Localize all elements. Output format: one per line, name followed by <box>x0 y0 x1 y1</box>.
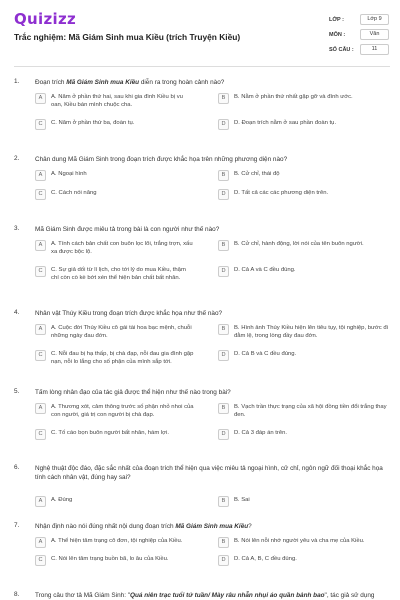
question-emphasis: Mã Giám Sinh mua Kiều <box>66 79 140 86</box>
option-letter-box: B <box>218 170 229 181</box>
worksheet-header <box>0 0 400 62</box>
question-text-part: ? <box>248 523 252 530</box>
answer-option[interactable] <box>35 119 194 130</box>
meta-label: MÔN : <box>329 31 346 38</box>
option-letter-box: C <box>35 350 46 361</box>
answer-option[interactable] <box>218 324 389 340</box>
option-letter-box: D <box>218 266 229 277</box>
option-letter-box: B <box>218 240 229 251</box>
meta-subject <box>329 27 389 42</box>
answer-option[interactable] <box>218 189 389 200</box>
answer-option[interactable] <box>35 266 194 282</box>
meta-count <box>329 42 389 57</box>
option-text: B. Hình ảnh Thúy Kiều hiện lên tiêu tụy, tội nghiệp, bước đi đằm lệ, trong lòng đầy đau đớn. <box>234 325 388 340</box>
question-text <box>35 464 388 482</box>
quiz-title: Trắc nghiệm: Mã Giám Sinh mua Kiều (trích Truyện Kiều) <box>14 32 241 42</box>
meta-value: 11 <box>360 44 389 55</box>
question-item <box>0 591 400 600</box>
question-item <box>0 388 400 437</box>
option-text: B. Sai <box>234 497 250 503</box>
option-text: D. Cả A và C đều đúng. <box>234 267 296 273</box>
option-letter-box: A <box>35 324 46 335</box>
question-text <box>35 591 388 600</box>
option-text: C. Nói lên tâm trạng buồn bã, lo âu của Kiều. <box>51 556 169 562</box>
meta-panel <box>329 12 389 57</box>
question-item <box>0 225 400 282</box>
option-letter-box: C <box>35 119 46 130</box>
option-text: D. Cả A, B, C đều đúng. <box>234 556 297 562</box>
question-emphasis: Quá niên trạc tuổi tứ tuần/ Mày râu nhẵn nhụi áo quần bảnh bao <box>130 592 325 599</box>
question-text-part: ", tác giả sử dụng <box>324 592 375 599</box>
option-letter-box: B <box>218 93 229 104</box>
question-text-part: Tấm lòng nhân đạo của tác giả được thể hiện như thế nào trong bài? <box>35 389 231 396</box>
option-text: A. Thể hiện tâm trạng cô đơn, tội nghiệp của Kiều. <box>51 538 183 544</box>
option-letter-box: D <box>218 119 229 130</box>
option-text: C. Cách nói năng <box>51 190 97 196</box>
question-text <box>35 388 388 398</box>
question-text-part: Đoạn trích <box>35 79 67 86</box>
option-text: A. Tính cách bản chất con buôn lọc lõi, trắng trợn, xấu xa được bộc lộ. <box>51 241 193 256</box>
question-item <box>0 309 400 366</box>
option-text: C. Năm ở phần thứ ba, đoàn tụ. <box>51 120 135 126</box>
option-letter-box: A <box>35 170 46 181</box>
question-number: 5. <box>14 388 20 395</box>
option-text: C. Tố cáo bọn buôn người bất nhân, hám lợi. <box>51 430 169 436</box>
option-letter-box: A <box>35 537 46 548</box>
answer-option[interactable] <box>218 170 389 181</box>
option-letter-box: C <box>35 266 46 277</box>
question-number: 8. <box>14 591 20 598</box>
quizizz-logo: Quizizz <box>14 10 77 28</box>
option-letter-box: A <box>35 240 46 251</box>
option-letter-box: B <box>218 537 229 548</box>
question-number: 2. <box>14 155 20 162</box>
option-text: D. Cả 3 đáp án trên. <box>234 430 288 436</box>
option-text: B. Cử chỉ, hành động, lời nói của tên buôn người. <box>234 241 364 247</box>
answer-option[interactable] <box>35 170 194 181</box>
question-text-part: Chân dung Mã Giám Sinh trong đoạn trích được khắc họa trên những phương diện nào? <box>35 156 288 163</box>
answer-option[interactable] <box>218 403 389 419</box>
option-text: A. Thương xót, cảm thông trước số phận nhỏ nhoi của con người, giá trị con người bị chà đạp. <box>51 404 194 419</box>
question-text <box>35 225 388 235</box>
answer-option[interactable] <box>35 496 194 507</box>
option-letter-box: D <box>218 555 229 566</box>
answer-option[interactable] <box>218 537 389 548</box>
option-text: D. Đoạn trích nằm ở sau phần đoàn tụ. <box>234 120 337 126</box>
option-text: A. Ngoại hình <box>51 171 87 177</box>
question-number: 7. <box>14 522 20 529</box>
answer-option[interactable] <box>218 93 389 104</box>
option-letter-box: A <box>35 496 46 507</box>
option-text: B. Cử chỉ, thái độ <box>234 171 280 177</box>
answer-option[interactable] <box>35 429 194 440</box>
question-number: 6. <box>14 464 20 471</box>
question-item <box>0 464 400 504</box>
meta-label: SỐ CÂU : <box>329 46 354 53</box>
question-text <box>35 155 388 165</box>
question-number: 3. <box>14 225 20 232</box>
answer-option[interactable] <box>218 240 389 251</box>
question-text-part: Mã Giám Sinh được miêu tả trong bài là con người như thế nào? <box>35 226 220 233</box>
answer-option[interactable] <box>218 429 389 440</box>
question-item <box>0 522 400 563</box>
question-text-part: Nhận định nào nói đúng nhất nội dung đoạn trích <box>35 523 176 530</box>
question-number: 1. <box>14 78 20 85</box>
answer-option[interactable] <box>218 350 389 361</box>
option-letter-box: D <box>218 429 229 440</box>
option-letter-box: B <box>218 496 229 507</box>
option-text: A. Đúng <box>51 497 73 503</box>
option-text: B. Nói lên nỗi nhớ người yêu và cha mẹ của Kiều. <box>234 538 365 544</box>
question-emphasis: Mã Giám Sinh mua Kiều <box>175 523 249 530</box>
header-divider <box>14 66 390 67</box>
option-letter-box: A <box>35 403 46 414</box>
answer-option[interactable] <box>35 189 194 200</box>
answer-option[interactable] <box>218 119 389 130</box>
question-text <box>35 309 388 319</box>
option-text: A. Cuộc đời Thúy Kiều cô gái tài hoa bạc mệnh, chuỗi những ngày đau đớn. <box>51 325 192 340</box>
answer-option[interactable] <box>35 350 194 366</box>
answer-option[interactable] <box>35 240 194 256</box>
answer-option[interactable] <box>35 403 194 419</box>
answer-option[interactable] <box>218 266 389 277</box>
answer-option[interactable] <box>35 555 194 566</box>
question-number: 4. <box>14 309 20 316</box>
question-text <box>35 78 388 88</box>
option-text: C. Nỗi đau bị hạ thấp, bị chà đạp, nỗi đau gia đình gặp nạn, nỗi lo lắng cho số phận của mình sắp tới. <box>51 351 194 366</box>
meta-label: LỚP : <box>329 16 344 23</box>
answer-option[interactable] <box>218 555 389 566</box>
option-letter-box: B <box>218 324 229 335</box>
option-text: C. Sự giả dối từ lí lịch, cho tới lý do mua Kiều, thậm chí còn cò kè bớt xén thể hiện bản chất bất nhân. <box>51 267 186 282</box>
answer-option[interactable] <box>35 324 194 340</box>
meta-value: Văn <box>360 29 389 40</box>
answer-option[interactable] <box>35 93 194 109</box>
option-letter-box: B <box>218 403 229 414</box>
meta-grade <box>329 12 389 27</box>
answer-option[interactable] <box>35 537 194 548</box>
question-text-part: diễn ra trong hoàn cảnh nào? <box>139 79 225 86</box>
option-letter-box: C <box>35 429 46 440</box>
option-letter-box: C <box>35 189 46 200</box>
question-item <box>0 78 400 127</box>
answer-option[interactable] <box>218 496 389 507</box>
option-text: B. Nằm ở phần thứ nhất gặp gỡ và đính ước. <box>234 94 353 100</box>
option-text: D. Cả B và C đều đúng. <box>234 351 297 357</box>
option-letter-box: A <box>35 93 46 104</box>
question-text-part: Nghệ thuật độc đáo, đặc sắc nhất của đoạn trích thể hiện qua việc miêu tả ngoại hình, cử chỉ, ngôn ngữ đối thoại khắc họa tính cách nhân vật, đúng hay sai? <box>35 465 383 481</box>
option-letter-box: C <box>35 555 46 566</box>
option-text: B. Vạch trần thực trạng của xã hội đồng tiền đổi trắng thay đen. <box>234 404 387 419</box>
question-item <box>0 155 400 197</box>
option-text: A. Năm ở phần thứ hai, sau khi gia đình Kiều bị vu oan, Kiều bán mình chuộc cha. <box>51 94 183 109</box>
meta-value: Lớp 9 <box>360 14 389 25</box>
question-text-part: Trong câu thơ tả Mã Giám Sinh: " <box>35 592 131 599</box>
option-letter-box: D <box>218 350 229 361</box>
option-letter-box: D <box>218 189 229 200</box>
question-text <box>35 522 388 532</box>
question-text-part: Nhân vật Thúy Kiều trong đoạn trích được khắc họa như thế nào? <box>35 310 223 317</box>
option-text: D. Tất cả các các phương diện trên. <box>234 190 329 196</box>
